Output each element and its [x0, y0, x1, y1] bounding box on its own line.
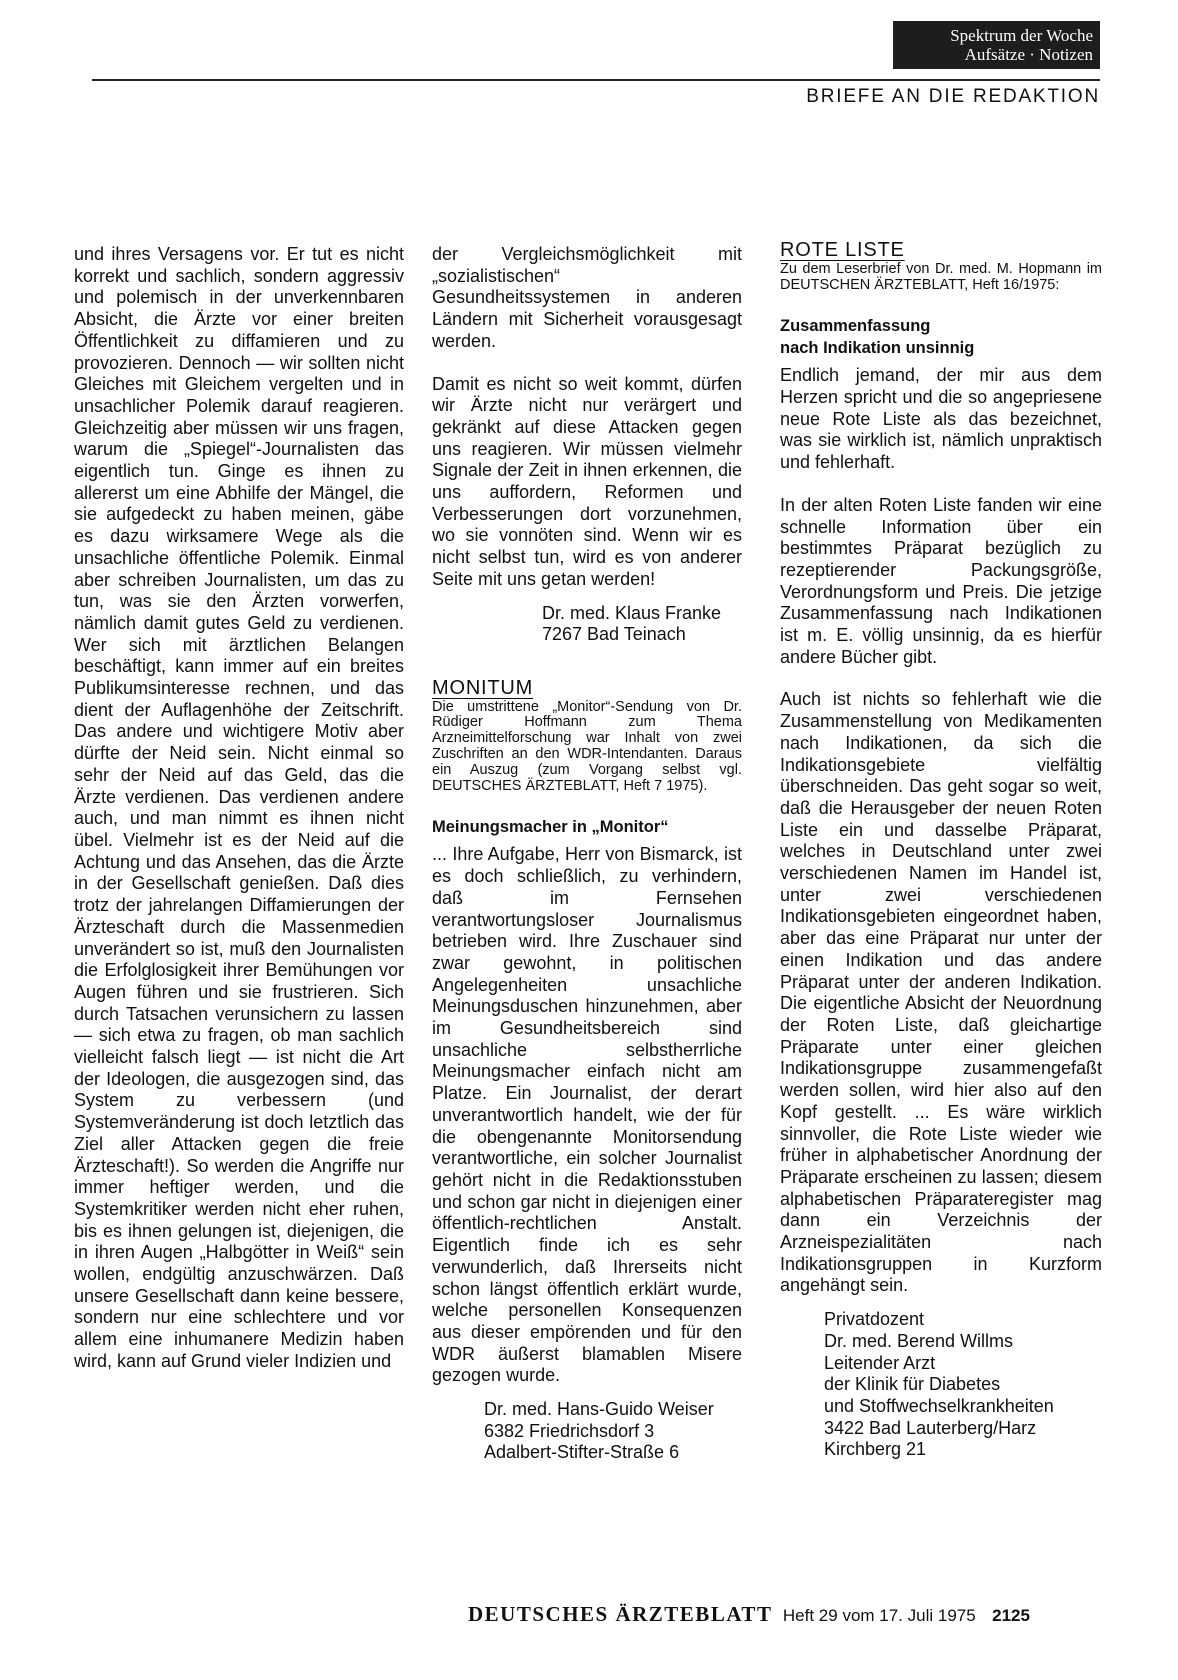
- letter-paragraph: der Vergleichsmöglichkeit mit „sozialistischen“ Gesundheitssystemen in anderen Ländern mit Sicherheit vorausgesagt werden.: [432, 244, 742, 351]
- letter-paragraph: ... Ihre Aufgabe, Herr von Bismarck, ist es doch schließlich, zu verhindern, daß im Fernsehen verantwortungsloser Journalismus betrieben wird. Ihre Zuschauer sind zwar gewohnt, in politischen Angelegenheiten unsachliche Meinungsduschen hinzunehmen, aber im Gesundheitsbereich sind unsachliche selbstherrliche Meinungsmacher einfach nicht am Platze. Ein Journalist, der derart unverantwortlich handelt, wie der für die obengenannte Monitorsendung verantwortliche, ein solcher Journalist gehört nicht in die Redaktionsstuben und schon gar nicht in diejenigen einer öffentlich-rechtlichen Anstalt. Eigentlich finde ich es sehr verwunderlich, daß Ihrerseits nicht schon längst öffentlich erklärt wurde, welche personellen Konsequenzen aus dieser empörenden und für den WDR äußerst blamablen Misere gezogen wurde.: [432, 844, 742, 1386]
- signature-weiser: [432, 1399, 742, 1464]
- signature-line: Adalbert-Stifter-Straße 6: [484, 1442, 680, 1463]
- rubric-rote-liste: ROTE LISTE: [780, 239, 905, 261]
- signature-line: 7267 Bad Teinach: [542, 624, 686, 645]
- letter-paragraph: Damit es nicht so weit kommt, dürfen wir Ärzte nicht nur verärgert und gekränkt auf diese Attacken gegen uns reagieren. Wir müssen vielmehr Signale der Zeit in ihnen erkennen, die uns auffordern, Reformen und Verbesserungen dort vorzunehmen, wo sie vonnöten sind. Wenn wir es nicht selbst tun, wird es von anderer Seite mit uns getan werden!: [432, 373, 742, 589]
- journal-name: DEUTSCHES ÄRZTEBLATT: [468, 1602, 773, 1626]
- signature-line: Leitender Arzt: [824, 1352, 936, 1373]
- headline-line: nach Indikation unsinnig: [780, 339, 975, 358]
- signature-line: der Klinik für Diabetes: [824, 1374, 1001, 1395]
- letter-paragraph: Auch ist nichts so fehlerhaft wie die Zusammenstellung von Medikamenten nach Indikationen, da sich die Indikationsgebiete vielfältig überschneiden. Das geht sogar so weit, daß die Herausgeber der neuen Roten Liste ein und dasselbe Präparat, welches in Deutschland unter zwei verschiedenen Namen im Handel ist, unter zwei verschiedenen Indikationsgebieten eingeordnet haben, aber das eine Präparat nur unter der einen Indikation und das andere Präparat unter der anderen Indikation. Die eigentliche Absicht der Neuordnung der Roten Liste, daß gleichartige Präparate unter einer gleichen Indikationsgruppe zusammengefaßt werden sollen, wird hier also auf den Kopf gestellt. ... Es wäre wirklich sinnvoller, die Rote Liste wieder wie früher in alphabetischer Anordnung der Präparate erscheinen zu lassen; diesem alphabetischen Präparateregister mag dann ein Verzeichnis der Arzneispezialitäten nach Indikationsgruppen in Kurzform angehängt sein.: [780, 689, 1102, 1296]
- letter-paragraph: und ihres Versagens vor. Er tut es nicht korrekt und sachlich, sondern aggressiv und polemisch in der unverkennbaren Absicht, die Ärzte vor einer breiten Öffentlichkeit zu diffamieren und zu provozieren. Dennoch — wir sollten nicht Gleiches mit Gleichem vergelten und in unsachlicher Polemik darauf reagieren. Gleichzeitig aber müssen wir uns fragen, warum die „Spiegel“-Journalisten das eigentlich tun. Ginge es ihnen zu allererst um eine Abhilfe der Mängel, die sie aufgedeckt zu haben meinen, gäbe es dazu wirksamere Wege als die unsachliche öffentliche Polemik. Einmal aber schreiben Journalisten, um das zu tun, was sie den Ärzten vorwerfen, nämlich damit gutes Geld zu verdienen. Wer sich mit ärztlichen Belangen beschäftigt, kann immer auf ein breites Publikumsinteresse rechnen, und das dient der Auflagenhöhe der Zeitschrift. Das andere und wichtigere Motiv aber dürfte der Neid sein. Nicht einmal so sehr der Neid auf das Geld, das die Ärzte verdienen. Das verdienen andere auch, und man nimmt es ihnen nicht übel. Vielmehr ist es der Neid auf die Achtung und das Ansehen, das die Ärzte in der Gesellschaft genießen. Daß dies trotz der jahrelangen Diffamierungen der Ärzteschaft durch die Massenmedien unverändert so ist, muß den Journalisten die Erfolglosigkeit ihrer Bemühungen vor Augen führen und sie frustrieren. Sich durch Tatsachen verunsichern zu lassen — sich etwa zu fragen, ob man sachlich vielleicht falsch liegt — ist nicht die Art der Ideologen, die ausgezogen sind, das System zu verbessern (und Systemveränderung ist doch letztlich das Ziel aller Attacken gegen die freie Ärzteschaft!). So werden die Angriffe nur immer heftiger werden, und die Systemkritiker werden nicht eher ruhen, bis es ihnen gelungen ist, diejenigen, die in ihren Augen „Halbgötter in Weiß“ sein wollen, endgültig anzuschwärzen. Daß unsere Gesellschaft dann keine bessere, sondern nur eine schlechtere und vor allem eine inhumanere Medizin haben wird, kann auf Grund vieler Indizien und: [74, 244, 404, 1371]
- signature-willms: [780, 1309, 1102, 1461]
- page-footer: [468, 1602, 1088, 1627]
- column-3: [780, 240, 1102, 1461]
- issue-info: Heft 29 vom 17. Juli 1975: [782, 1606, 976, 1625]
- rubric-monitum: MONITUM: [432, 676, 534, 699]
- signature-line: Kirchberg 21: [824, 1439, 927, 1460]
- letter-paragraph: Endlich jemand, der mir aus dem Herzen spricht und die so angepriesene neue Rote Liste als das bezeichnet, was sie wirklich ist, nämlich unpraktisch und fehlerhaft.: [780, 365, 1102, 473]
- rubric-intro: Die umstrittene „Monitor“-Sendung von Dr. Rüdiger Hoffmann zum Thema Arzneimittelforschung war Inhalt von zwei Zuschriften an den WDR-Intendanten. Daraus ein Auszug (zum Vorgang selbst vgl. DEUTSCHES ÄRZTEBLATT, Heft 7 1975).: [432, 698, 742, 794]
- letter-paragraph: In der alten Roten Liste fanden wir eine schnelle Information über ein bestimmtes Präparat bezüglich zu rezeptierender Packungsgröße, Verordnungsform und Preis. Die jetzige Zusammenfassung nach Indikationen ist m. E. völlig unsinnig, da es hierfür andere Bücher gibt.: [780, 494, 1102, 667]
- letter-headline: Meinungsmacher in „Monitor“: [432, 818, 669, 837]
- signature-line: Dr. med. Klaus Franke: [542, 602, 722, 623]
- badge-line-2: Aufsätze · Notizen: [964, 45, 1093, 64]
- signature-line: 6382 Friedrichsdorf 3: [484, 1420, 655, 1441]
- signature-line: Dr. med. Hans-Guido Weiser: [484, 1399, 714, 1420]
- signature-line: Privatdozent: [824, 1309, 925, 1330]
- section-badge: [893, 21, 1100, 69]
- badge-line-1: Spektrum der Woche: [950, 26, 1093, 45]
- rubric-intro: Zu dem Leserbrief von Dr. med. M. Hopmann im DEUTSCHEN ÄRZTEBLATT, Heft 16/1975:: [780, 260, 1102, 293]
- section-title: BRIEFE AN DIE REDAKTION: [806, 86, 1100, 107]
- column-1: [74, 244, 404, 1373]
- page-number: 2125: [992, 1606, 1030, 1625]
- signature-franke: [432, 603, 742, 646]
- signature-line: und Stoffwechselkrankheiten: [824, 1395, 1054, 1416]
- signature-line: Dr. med. Berend Willms: [824, 1330, 1014, 1351]
- headline-line: Zusammenfassung: [780, 317, 931, 336]
- column-2: [432, 244, 742, 1464]
- signature-line: 3422 Bad Lauterberg/Harz: [824, 1417, 1037, 1438]
- top-rule: [92, 79, 1100, 81]
- letter-headline: [780, 315, 1102, 359]
